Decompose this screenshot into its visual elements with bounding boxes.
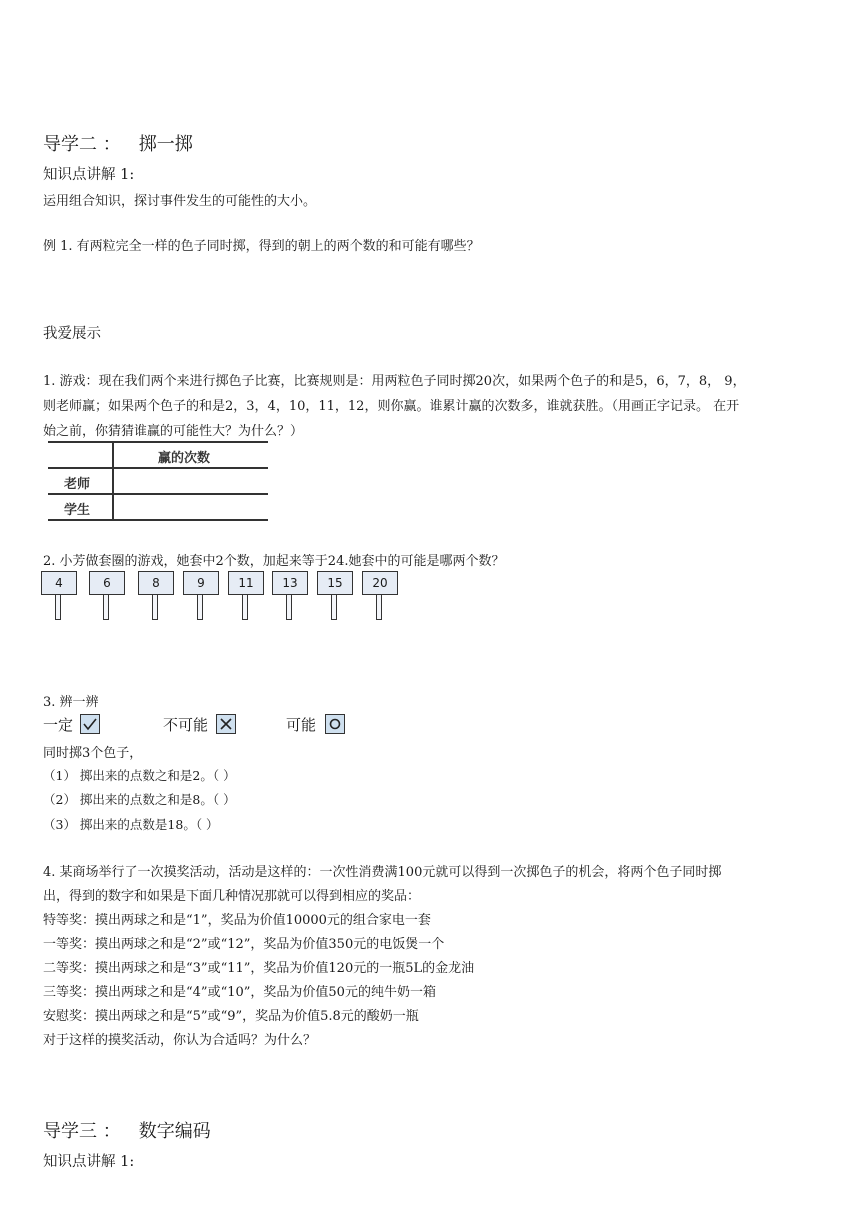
q4-line2: 出，得到的数字和如果是下面几种情况那就可以得到相应的奖品：	[43, 889, 421, 904]
q1-line3: 始之前，你猜猜谁赢的可能性大？为什么？）	[43, 424, 304, 439]
prize-third: 三等奖：摸出两球之和是“4”或“10”，奖品为价值50元的纯牛奶一箱	[43, 985, 436, 1000]
check-icon	[80, 714, 100, 734]
number-flag	[183, 571, 219, 621]
score-table	[48, 441, 268, 521]
number-flag	[272, 571, 308, 621]
flag-number: 9	[183, 571, 219, 595]
section2-title	[43, 130, 193, 156]
flag-number: 6	[89, 571, 125, 595]
section3-title-main: 数字编码	[138, 1121, 211, 1142]
section2-title-prefix: 导学二 ：	[43, 134, 121, 155]
number-flag	[228, 571, 264, 621]
flag-number: 20	[362, 571, 398, 595]
number-flag	[89, 571, 125, 621]
showcase-title: 我爱展示	[43, 326, 101, 342]
number-flag	[41, 571, 77, 621]
q3-item-1: （1） 掷出来的点数之和是2。（ ）	[43, 768, 236, 783]
section3-title	[43, 1117, 211, 1143]
section2-knowledge-point: 知识点讲解 1:	[43, 167, 135, 183]
flag-number: 4	[41, 571, 77, 595]
section3-knowledge-point: 知识点讲解 1:	[43, 1154, 135, 1170]
q1-line1: 1. 游戏：现在我们两个来进行掷色子比赛，比赛规则是：用两粒色子同时掷20次，如果两个色子的和是5，6，7，8， 9，	[43, 374, 746, 389]
flag-number: 11	[228, 571, 264, 595]
table-row-teacher: 老师	[64, 477, 91, 492]
q1-line2: 则老师赢；如果两个色子的和是2，3，4，10，11，12，则你赢。谁累计赢的次数多，谁就获胜。（用画正字记录。 在开	[43, 399, 740, 414]
prize-second: 二等奖：摸出两球之和是“3”或“11”，奖品为价值120元的一瓶5L的金龙油	[43, 961, 475, 976]
q4-question: 对于这样的摸奖活动，你认为合适吗？为什么？	[43, 1033, 317, 1048]
q3-title: 3. 辨一辨	[43, 695, 99, 710]
prize-first: 一等奖：摸出两球之和是“2”或“12”，奖品为价值350元的电饭煲一个	[43, 937, 445, 952]
q3-item-2: （2） 掷出来的点数之和是8。（ ）	[43, 792, 236, 807]
section2-title-main: 掷一掷	[138, 134, 193, 155]
number-flag	[317, 571, 353, 621]
section2-knowledge-desc: 运用组合知识，探讨事件发生的可能性的大小。	[43, 194, 317, 209]
circle-icon	[325, 714, 345, 734]
table-row-student: 学生	[64, 503, 91, 518]
legend-certain-label: 一定	[43, 716, 74, 734]
cross-icon	[216, 714, 236, 734]
q4-line1: 4. 某商场举行了一次摸奖活动，活动是这样的：一次性消费满100元就可以得到一次掷色子的机会，将两个色子同时掷	[43, 865, 722, 880]
flag-number: 15	[317, 571, 353, 595]
flag-number: 8	[138, 571, 174, 595]
legend-possible-label: 可能	[286, 716, 317, 734]
prize-special: 特等奖：摸出两球之和是“1”，奖品为价值10000元的组合家电一套	[43, 913, 431, 928]
example-1: 例 1. 有两粒完全一样的色子同时掷，得到的朝上的两个数的和可能有哪些？	[43, 239, 480, 254]
q2-text: 2. 小芳做套圈的游戏，她套中2个数，加起来等于24.她套中的可能是哪两个数？	[43, 554, 505, 569]
prize-comfort: 安慰奖：摸出两球之和是“5”或“9”，奖品为价值5.8元的酸奶一瓶	[43, 1009, 419, 1024]
legend-impossible-label: 不可能	[163, 716, 209, 734]
section3-title-prefix: 导学三 ：	[43, 1121, 121, 1142]
number-flag	[362, 571, 398, 621]
q3-item-3: （3） 掷出来的点数是18。（ ）	[43, 817, 219, 832]
flag-number: 13	[272, 571, 308, 595]
number-flag	[138, 571, 174, 621]
table-header-wins: 赢的次数	[158, 451, 211, 466]
q3-intro: 同时掷3个色子，	[43, 746, 143, 761]
